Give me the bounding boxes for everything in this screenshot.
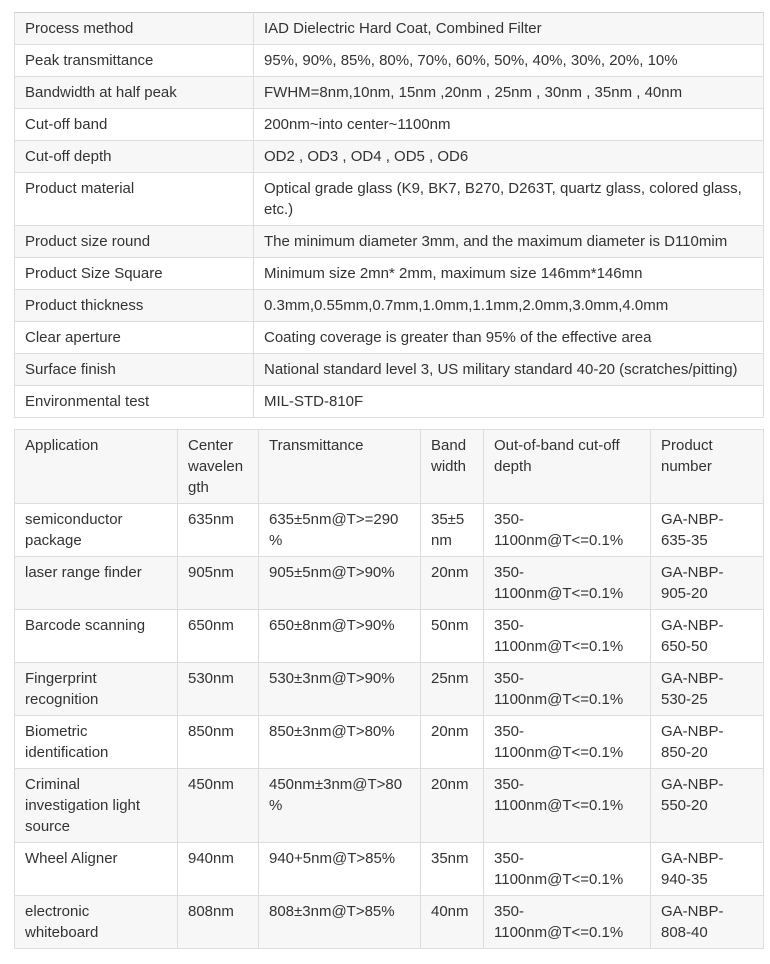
- transmittance-cell: 650±8nm@T>90%: [259, 610, 421, 663]
- application-table-header-row: [15, 430, 764, 504]
- cutoff-depth-cell: 350-1100nm@T<=0.1%: [484, 504, 651, 557]
- spec-row: [15, 13, 764, 45]
- header-center-wavelength: Center wavelength: [178, 430, 259, 504]
- table-row: [15, 769, 764, 843]
- product-number-cell: GA-NBP-808-40: [651, 896, 764, 949]
- spec-label: Cut-off band: [15, 109, 254, 141]
- application-cell: Wheel Aligner: [15, 843, 178, 896]
- table-row: [15, 610, 764, 663]
- header-transmittance: Transmittance: [259, 430, 421, 504]
- transmittance-cell: 808±3nm@T>85%: [259, 896, 421, 949]
- spec-row: [15, 226, 764, 258]
- spec-label: Environmental test: [15, 386, 254, 418]
- cutoff-depth-cell: 350-1100nm@T<=0.1%: [484, 896, 651, 949]
- cutoff-depth-cell: 350-1100nm@T<=0.1%: [484, 663, 651, 716]
- cutoff-depth-cell: 350-1100nm@T<=0.1%: [484, 769, 651, 843]
- band-width-cell: 20nm: [421, 769, 484, 843]
- application-cell: semiconductor package: [15, 504, 178, 557]
- transmittance-cell: 940+5nm@T>85%: [259, 843, 421, 896]
- product-number-cell: GA-NBP-850-20: [651, 716, 764, 769]
- center-wavelength-cell: 905nm: [178, 557, 259, 610]
- cutoff-depth-cell: 350-1100nm@T<=0.1%: [484, 557, 651, 610]
- product-number-cell: GA-NBP-530-25: [651, 663, 764, 716]
- application-cell: Barcode scanning: [15, 610, 178, 663]
- center-wavelength-cell: 850nm: [178, 716, 259, 769]
- table-row: [15, 504, 764, 557]
- spec-value: National standard level 3, US military standard 40-20 (scratches/pitting): [254, 354, 764, 386]
- center-wavelength-cell: 530nm: [178, 663, 259, 716]
- center-wavelength-cell: 635nm: [178, 504, 259, 557]
- header-product-number: Product number: [651, 430, 764, 504]
- spec-row: [15, 258, 764, 290]
- header-application: Application: [15, 430, 178, 504]
- spec-row: [15, 45, 764, 77]
- band-width-cell: 35±5nm: [421, 504, 484, 557]
- spec-row: [15, 322, 764, 354]
- product-number-cell: GA-NBP-940-35: [651, 843, 764, 896]
- spec-value: FWHM=8nm,10nm, 15nm ,20nm , 25nm , 30nm , 35nm , 40nm: [254, 77, 764, 109]
- transmittance-cell: 635±5nm@T>=290%: [259, 504, 421, 557]
- spec-value: MIL-STD-810F: [254, 386, 764, 418]
- spec-row: [15, 290, 764, 322]
- spec-label: Product material: [15, 173, 254, 226]
- spec-label: Bandwidth at half peak: [15, 77, 254, 109]
- spec-value: Coating coverage is greater than 95% of the effective area: [254, 322, 764, 354]
- spec-label: Product size round: [15, 226, 254, 258]
- spec-value: Minimum size 2mn* 2mm, maximum size 146mm*146mn: [254, 258, 764, 290]
- spec-row: [15, 141, 764, 173]
- spec-value: IAD Dielectric Hard Coat, Combined Filter: [254, 13, 764, 45]
- spec-label: Clear aperture: [15, 322, 254, 354]
- spec-label: Product thickness: [15, 290, 254, 322]
- application-cell: Biometric identification: [15, 716, 178, 769]
- spec-label: Peak transmittance: [15, 45, 254, 77]
- spec-row: [15, 173, 764, 226]
- spec-value: 200nm~into center~1100nm: [254, 109, 764, 141]
- application-cell: Criminal investigation light source: [15, 769, 178, 843]
- transmittance-cell: 850±3nm@T>80%: [259, 716, 421, 769]
- spec-value: OD2 , OD3 , OD4 , OD5 , OD6: [254, 141, 764, 173]
- center-wavelength-cell: 650nm: [178, 610, 259, 663]
- table-row: [15, 716, 764, 769]
- transmittance-cell: 450nm±3nm@T>80%: [259, 769, 421, 843]
- transmittance-cell: 530±3nm@T>90%: [259, 663, 421, 716]
- cutoff-depth-cell: 350-1100nm@T<=0.1%: [484, 843, 651, 896]
- band-width-cell: 20nm: [421, 557, 484, 610]
- spec-label: Surface finish: [15, 354, 254, 386]
- center-wavelength-cell: 808nm: [178, 896, 259, 949]
- spec-value: Optical grade glass (K9, BK7, B270, D263T, quartz glass, colored glass, etc.): [254, 173, 764, 226]
- product-number-cell: GA-NBP-650-50: [651, 610, 764, 663]
- spec-row: [15, 386, 764, 418]
- header-band-width: Band width: [421, 430, 484, 504]
- spec-value: The minimum diameter 3mm, and the maximum diameter is D110mim: [254, 226, 764, 258]
- application-cell: electronic whiteboard: [15, 896, 178, 949]
- spec-label: Process method: [15, 13, 254, 45]
- spec-row: [15, 109, 764, 141]
- spec-row: [15, 354, 764, 386]
- cutoff-depth-cell: 350-1100nm@T<=0.1%: [484, 610, 651, 663]
- band-width-cell: 40nm: [421, 896, 484, 949]
- product-number-cell: GA-NBP-550-20: [651, 769, 764, 843]
- spec-value: 95%, 90%, 85%, 80%, 70%, 60%, 50%, 40%, 30%, 20%, 10%: [254, 45, 764, 77]
- spec-row: [15, 77, 764, 109]
- cutoff-depth-cell: 350-1100nm@T<=0.1%: [484, 716, 651, 769]
- table-row: [15, 896, 764, 949]
- application-cell: Fingerprint recognition: [15, 663, 178, 716]
- center-wavelength-cell: 450nm: [178, 769, 259, 843]
- spec-label: Cut-off depth: [15, 141, 254, 173]
- header-cutoff-depth: Out-of-band cut-off depth: [484, 430, 651, 504]
- product-number-cell: GA-NBP-905-20: [651, 557, 764, 610]
- specification-table: [14, 12, 764, 418]
- transmittance-cell: 905±5nm@T>90%: [259, 557, 421, 610]
- table-row: [15, 557, 764, 610]
- application-table: [14, 429, 764, 949]
- product-number-cell: GA-NBP-635-35: [651, 504, 764, 557]
- table-row: [15, 663, 764, 716]
- center-wavelength-cell: 940nm: [178, 843, 259, 896]
- spec-value: 0.3mm,0.55mm,0.7mm,1.0mm,1.1mm,2.0mm,3.0mm,4.0mm: [254, 290, 764, 322]
- table-row: [15, 843, 764, 896]
- spec-label: Product Size Square: [15, 258, 254, 290]
- band-width-cell: 25nm: [421, 663, 484, 716]
- band-width-cell: 35nm: [421, 843, 484, 896]
- band-width-cell: 50nm: [421, 610, 484, 663]
- band-width-cell: 20nm: [421, 716, 484, 769]
- application-cell: laser range finder: [15, 557, 178, 610]
